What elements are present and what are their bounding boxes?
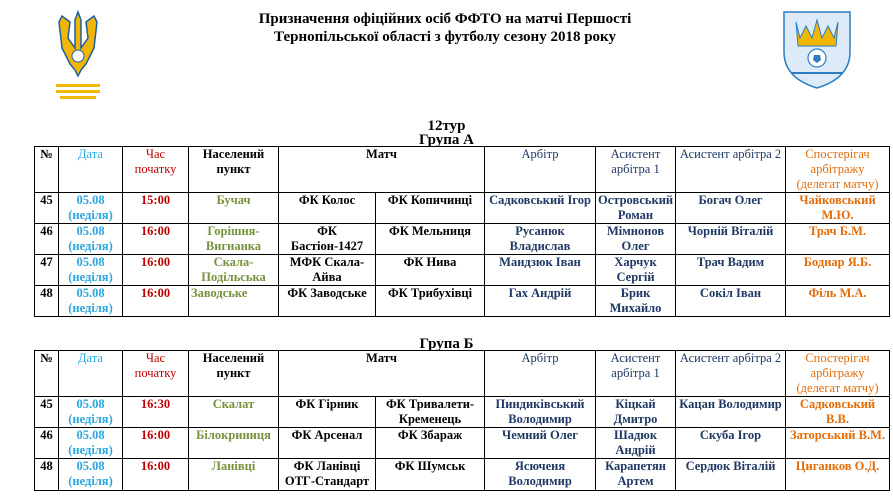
cell-assistant1: Кіцкай Дмитро	[596, 397, 676, 428]
cell-home: ФК Бастіон-1427	[279, 224, 376, 255]
cell-num: 45	[35, 193, 59, 224]
document-title	[180, 10, 710, 46]
cell-assistant2: Чорній Віталій	[676, 224, 786, 255]
cell-time: 15:00	[123, 193, 189, 224]
cell-date: 05.08 (неділя)	[59, 193, 123, 224]
cell-assistant2: Скуба Ігор	[676, 428, 786, 459]
round-heading: 12тур	[427, 118, 466, 134]
cell-home: ФК Колос	[279, 193, 376, 224]
col-assistant1: Асистент арбітра 1	[596, 147, 676, 193]
cell-referee: Чемний Олег	[485, 428, 596, 459]
cell-assistant1: Харчук Сергій	[596, 255, 676, 286]
cell-away: ФК Трибухівці	[376, 286, 485, 317]
cell-date: 05.08 (неділя)	[59, 397, 123, 428]
cell-time: 16:00	[123, 255, 189, 286]
col-delegate: Спостерігач арбітражу (делегат матчу)	[786, 351, 890, 397]
col-referee: Арбітр	[485, 147, 596, 193]
cell-date: 05.08 (неділя)	[59, 224, 123, 255]
group-b-table	[34, 350, 890, 491]
cell-referee: Садковський Ігор	[485, 193, 596, 224]
col-match: Матч	[279, 351, 485, 397]
cell-date: 05.08 (неділя)	[59, 286, 123, 317]
table-header-row	[35, 351, 890, 397]
cell-place: Бучач	[189, 193, 279, 224]
cell-assistant1: Брик Михайло	[596, 286, 676, 317]
cell-num: 45	[35, 397, 59, 428]
table-row	[35, 459, 890, 491]
group-a-table	[34, 146, 890, 317]
col-assistant2: Асистент арбітра 2	[676, 147, 786, 193]
table-row	[35, 428, 890, 459]
cell-home: ФК Арсенал	[279, 428, 376, 459]
table-row	[35, 224, 890, 255]
table-header-row	[35, 147, 890, 193]
col-assistant2: Асистент арбітра 2	[676, 351, 786, 397]
cell-assistant2: Кацан Володимир	[676, 397, 786, 428]
title-line-2: Тернопільської області з футболу сезону 2018 року	[274, 29, 616, 45]
cell-away: ФК Збараж	[376, 428, 485, 459]
cell-delegate: Боднар Я.Б.	[786, 255, 890, 286]
cell-date: 05.08 (неділя)	[59, 428, 123, 459]
cell-time: 16:00	[123, 428, 189, 459]
cell-home: ФК Ланівці ОТГ-Стандарт	[279, 459, 376, 491]
cell-away: ФК Шумськ	[376, 459, 485, 491]
cell-delegate: Чайковський М.Ю.	[786, 193, 890, 224]
cell-referee: Гах Андрій	[485, 286, 596, 317]
cell-date: 05.08 (неділя)	[59, 255, 123, 286]
cell-place: Скала-Подільська	[189, 255, 279, 286]
title-line-1: Призначення офіційних осіб ФФТО на матчі Першості	[258, 11, 632, 27]
cell-num: 47	[35, 255, 59, 286]
cell-assistant2: Трач Вадим	[676, 255, 786, 286]
cell-home: МФК Скала-Айва	[279, 255, 376, 286]
cell-delegate: Філь М.А.	[786, 286, 890, 317]
cell-assistant1: Островський Роман	[596, 193, 676, 224]
cell-delegate: Садковський В.В.	[786, 397, 890, 428]
table-row	[35, 255, 890, 286]
cell-away: ФК Нива	[376, 255, 485, 286]
col-num: №	[35, 351, 59, 397]
cell-time: 16:00	[123, 224, 189, 255]
col-num: №	[35, 147, 59, 193]
cell-date: 05.08 (неділя)	[59, 459, 123, 491]
cell-assistant2: Сердюк Віталій	[676, 459, 786, 491]
cell-num: 48	[35, 459, 59, 491]
cell-referee: Мандзюк Іван	[485, 255, 596, 286]
col-match: Матч	[279, 147, 485, 193]
cell-delegate: Трач Б.М.	[786, 224, 890, 255]
cell-delegate: Заторський В.М.	[786, 428, 890, 459]
cell-num: 46	[35, 428, 59, 459]
table-row	[35, 397, 890, 428]
cell-assistant2: Богач Олег	[676, 193, 786, 224]
group-a-heading: Група А	[419, 132, 474, 148]
cell-home: ФК Гірник	[279, 397, 376, 428]
ffto-logo	[778, 8, 856, 90]
cell-num: 46	[35, 224, 59, 255]
cell-place: Заводське	[189, 286, 279, 317]
cell-referee: Пиндиківський Володимир	[485, 397, 596, 428]
cell-place: Скалат	[189, 397, 279, 428]
table-row	[35, 286, 890, 317]
cell-delegate: Циганков О.Д.	[786, 459, 890, 491]
cell-place: Ланівці	[189, 459, 279, 491]
cell-place: Горішня-Вигнанка	[189, 224, 279, 255]
cell-time: 16:30	[123, 397, 189, 428]
cell-away: ФК Мельниця	[376, 224, 485, 255]
table-row	[35, 193, 890, 224]
col-time: Час початку	[123, 351, 189, 397]
cell-away: ФК Копичинці	[376, 193, 485, 224]
group-b-heading: Група Б	[419, 336, 474, 352]
col-place: Населений пункт	[189, 147, 279, 193]
cell-away: ФК Тривалети-Кременець	[376, 397, 485, 428]
col-place: Населений пункт	[189, 351, 279, 397]
cell-assistant2: Сокіл Іван	[676, 286, 786, 317]
cell-assistant1: Карапетян Артем	[596, 459, 676, 491]
col-assistant1: Асистент арбітра 1	[596, 351, 676, 397]
col-delegate: Спостерігач арбітражу (делегат матчу)	[786, 147, 890, 193]
uaf-logo	[50, 8, 106, 106]
col-time: Час початку	[123, 147, 189, 193]
cell-place: Білокриниця	[189, 428, 279, 459]
col-referee: Арбітр	[485, 351, 596, 397]
cell-assistant1: Шадюк Андрій	[596, 428, 676, 459]
col-date: Дата	[59, 351, 123, 397]
cell-num: 48	[35, 286, 59, 317]
cell-referee: Русанюк Владислав	[485, 224, 596, 255]
col-date: Дата	[59, 147, 123, 193]
cell-time: 16:00	[123, 459, 189, 491]
cell-assistant1: Мімнонов Олег	[596, 224, 676, 255]
cell-referee: Ясюченя Володимир	[485, 459, 596, 491]
cell-home: ФК Заводське	[279, 286, 376, 317]
cell-time: 16:00	[123, 286, 189, 317]
